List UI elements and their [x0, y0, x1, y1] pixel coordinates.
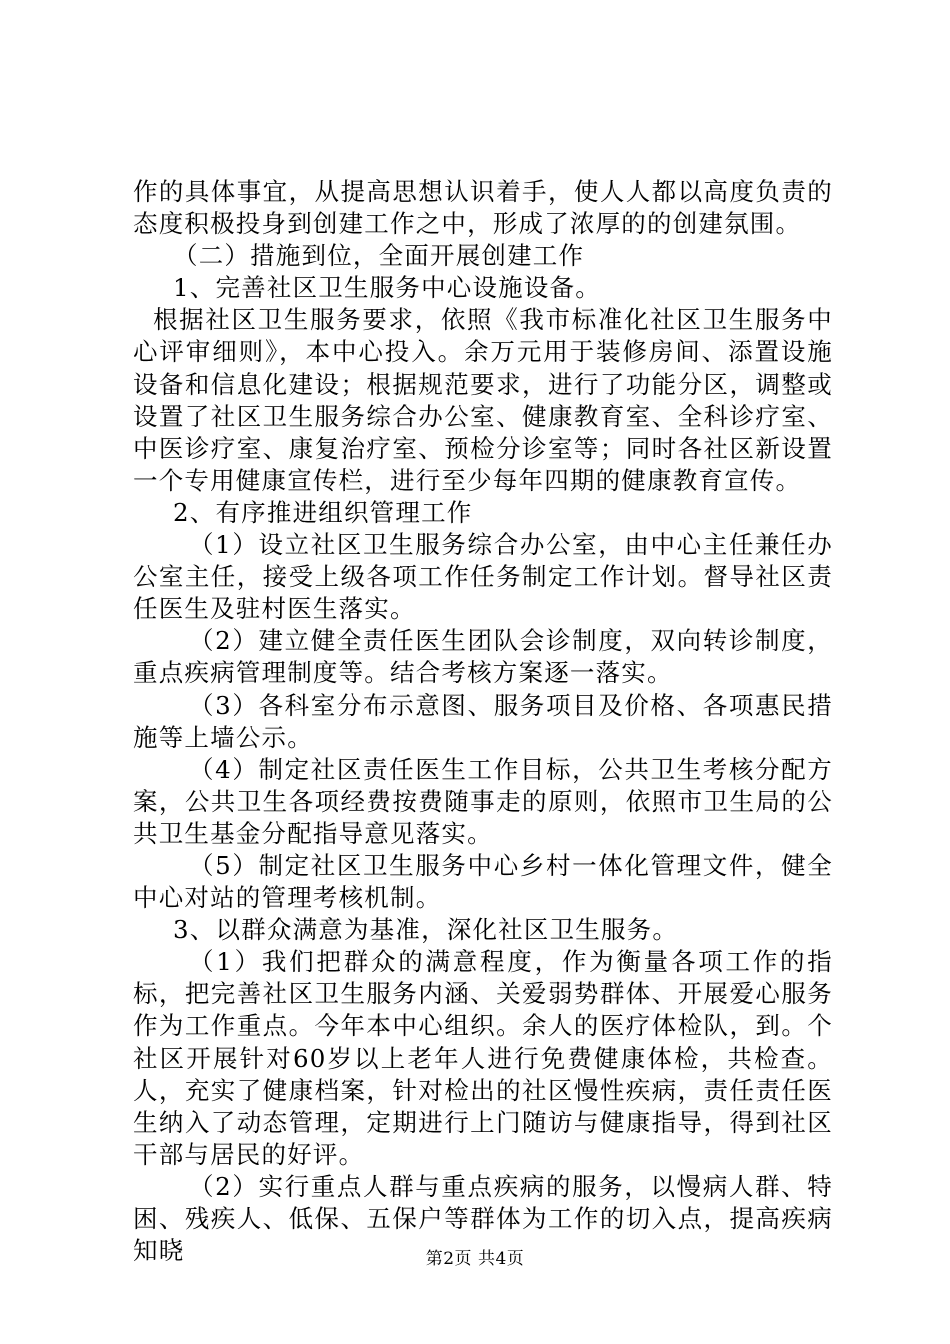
document-body [133, 176, 833, 1267]
list-item-management-3: （3）各科室分布示意图、服务项目及价格、各项惠民措施等上墙公示。 [133, 690, 833, 752]
list-item-satisfaction-2: （2）实行重点人群与重点疾病的服务，以慢病人群、特困、残疾人、低保、五保户等群体为工作的切入点，提高疾病知晓 [133, 1171, 833, 1266]
list-item-management-5: （5）制定社区卫生服务中心乡村一体化管理文件，健全中心对站的管理考核机制。 [133, 850, 833, 913]
subheading-satisfaction: 3、以群众满意为基准，深化社区卫生服务。 [173, 915, 679, 945]
list-item-management-1: （1）设立社区卫生服务综合办公室，由中心主任兼任办公室主任，接受上级各项工作任务制定工作计划。督导社区责任医生及驻村医生落实。 [133, 530, 833, 624]
subheading-management: 2、有序推进组织管理工作 [173, 497, 473, 527]
paragraph-facilities: 根据社区卫生服务要求，依照《我市标准化社区卫生服务中心评审细则》，本中心投入。余万元用于装修房间、添置设施设备和信息化建设；根据规范要求，进行了功能分区，调整或设置了社区卫生服务综合办公室、健康教育室、全科诊疗室、中医诊疗室、康复治疗室、预检分诊室等；同时各社区新设置一个专用健康宣传栏，进行至少每年四期的健康教育宣传。 [133, 305, 833, 495]
list-item-management-2: （2）建立健全责任医生团队会诊制度，双向转诊制度，重点疾病管理制度等。结合考核方案逐一落实。 [133, 626, 833, 688]
subheading-facilities: 1、完善社区卫生服务中心设施设备。 [173, 273, 601, 303]
list-item-management-4: （4）制定社区责任医生工作目标，公共卫生考核分配方案，公共卫生各项经费按费随事走的原则，依照市卫生局的公共卫生基金分配指导意见落实。 [133, 754, 833, 848]
page-number-footer: 第2页 共4页 [425, 1249, 525, 1269]
list-item-satisfaction-1: （1）我们把群众的满意程度，作为衡量各项工作的指标，把完善社区卫生服务内涵、关爱弱势群体、开展爱心服务作为工作重点。今年本中心组织。余人的医疗体检队，到。个社区开展针对60岁以上老年人进行免费健康体检，共检查。人，充实了健康档案，针对检出的社区慢性疾病，责任责任医生纳入了动态管理，定期进行上门随访与健康指导，得到社区干部与居民的好评。 [133, 947, 833, 1169]
paragraph-continuation: 作的具体事宜，从提高思想认识着手，使人人都以高度负责的态度积极投身到创建工作之中，形成了浓厚的的创建氛围。 [133, 177, 833, 239]
section-heading-measures: （二）措施到位，全面开展创建工作 [173, 241, 585, 271]
